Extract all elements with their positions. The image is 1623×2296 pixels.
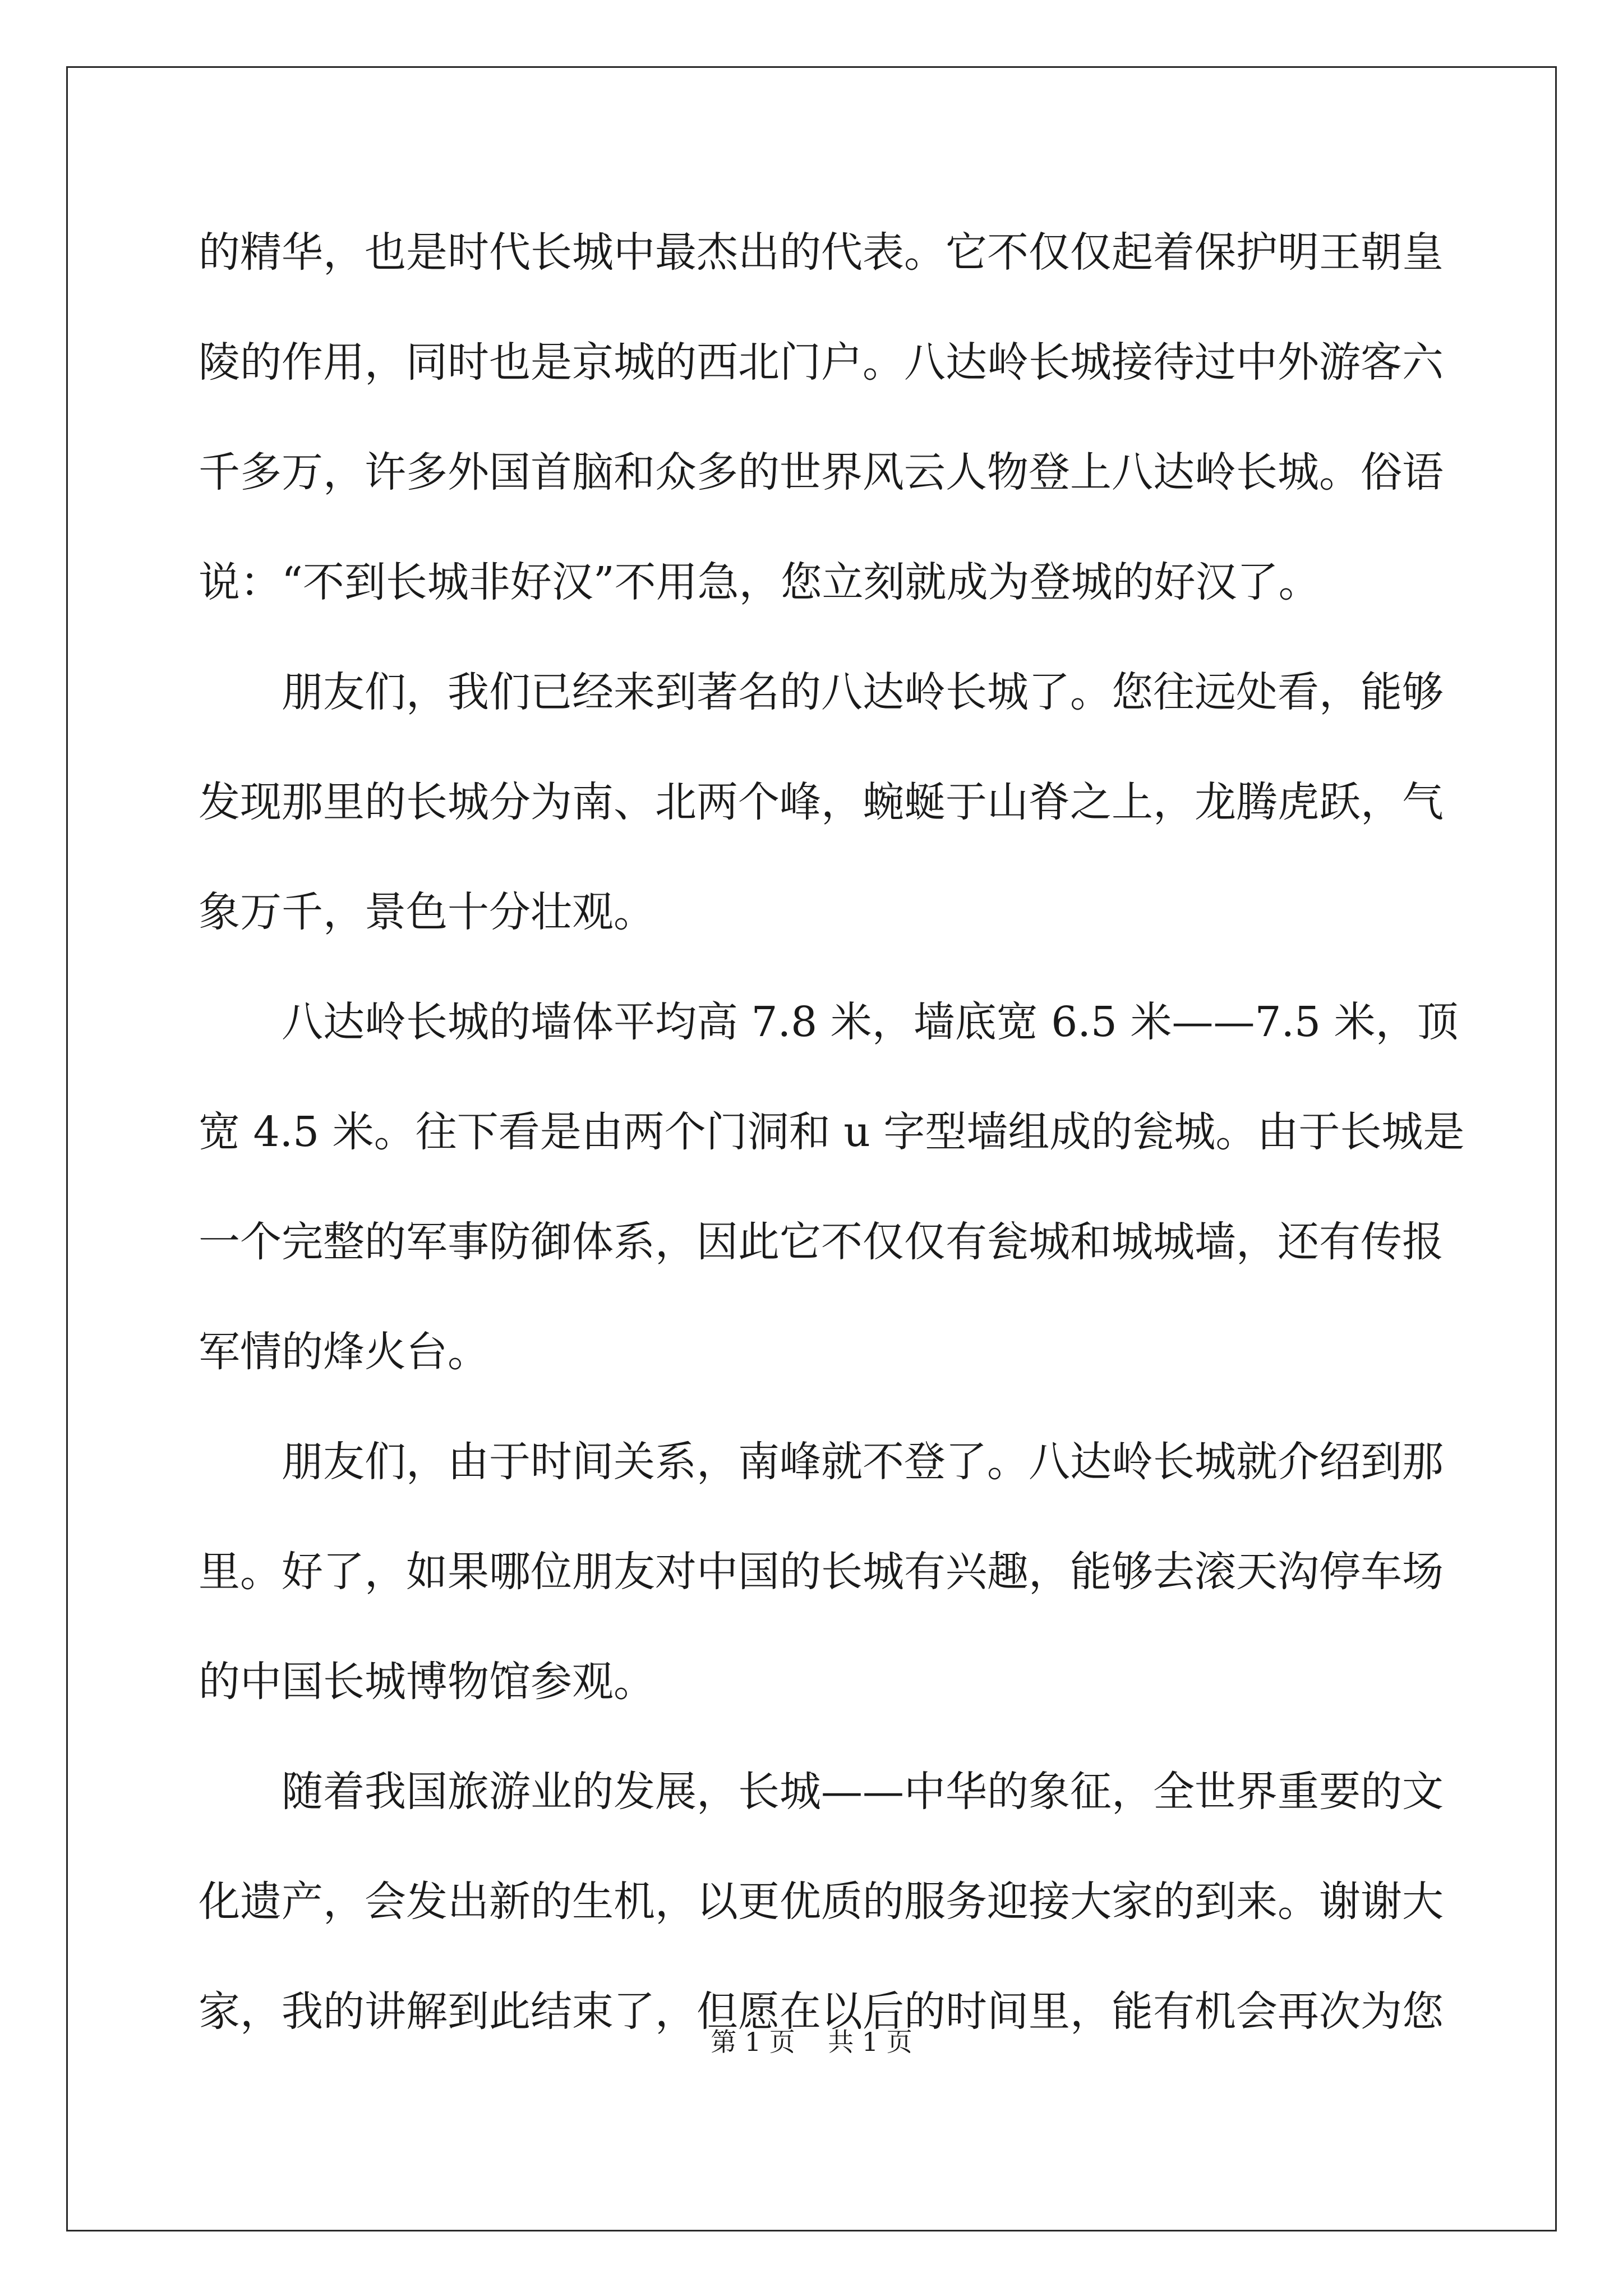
text-line: 千多万，许多外国首脑和众多的世界风云人物登上八达岭长城。俗语 — [199, 448, 1444, 496]
text-line: 象万千，景色十分壮观。 — [199, 888, 655, 936]
page-total: 共 1 页 — [828, 2027, 912, 2057]
text-line: 发现那里的长城分为南、北两个峰，蜿蜒于山脊之上，龙腾虎跃，气 — [199, 778, 1444, 826]
text-line: 家，我的讲解到此结束了，但愿在以后的时间里，能有机会再次为您 — [199, 1987, 1444, 2036]
text-line: 八达岭长城的墙体平均高 7.8 米，墙底宽 6.5 米——7.5 米，顶 — [282, 998, 1459, 1046]
text-line: 化遗产，会发出新的生机，以更优质的服务迎接大家的到来。谢谢大 — [199, 1878, 1444, 1926]
text-line: 的中国长城博物馆参观。 — [199, 1658, 655, 1706]
text-line: 说：“不到长城非好汉”不用急，您立刻就成为登城的好汉了。 — [199, 558, 1320, 606]
document-body — [199, 197, 1465, 2067]
text-line: 里。好了，如果哪位朋友对中国的长城有兴趣，能够去滚天沟停车场 — [199, 1548, 1444, 1596]
text-line: 的精华，也是时代长城中最杰出的代表。它不仅仅起着保护明王朝皇 — [199, 228, 1444, 277]
text-line: 军情的烽火台。 — [199, 1328, 489, 1376]
text-line: 随着我国旅游业的发展，长城——中华的象征，全世界重要的文 — [282, 1768, 1444, 1816]
text-line: 陵的作用，同时也是京城的西北门户。八达岭长城接待过中外游客六 — [199, 338, 1444, 386]
text-line: 朋友们，由于时间关系，南峰就不登了。八达岭长城就介绍到那 — [282, 1438, 1444, 1486]
text-line: 宽 4.5 米。往下看是由两个门洞和 u 字型墙组成的瓮城。由于长城是 — [199, 1108, 1465, 1156]
page-footer — [0, 2025, 1623, 2059]
page-number: 第 1 页 — [711, 2027, 795, 2057]
text-line: 一个完整的军事防御体系，因此它不仅仅有瓮城和城城墙，还有传报 — [199, 1218, 1444, 1266]
text-line: 朋友们，我们已经来到著名的八达岭长城了。您往远处看，能够 — [282, 668, 1444, 716]
